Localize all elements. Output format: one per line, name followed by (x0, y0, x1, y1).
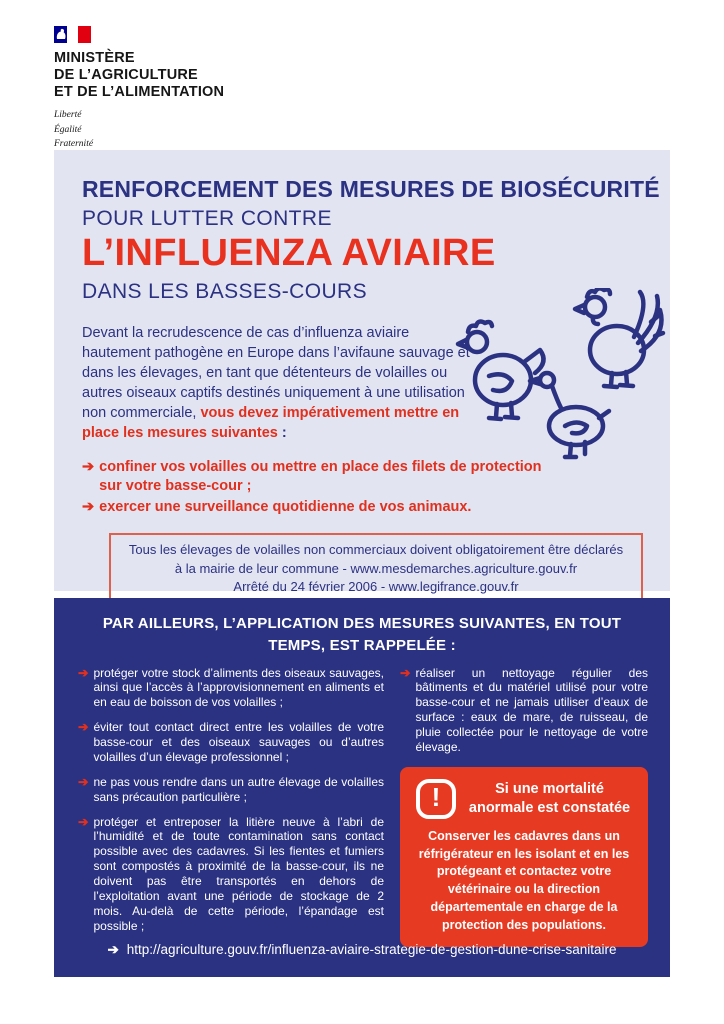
mandatory-heading: PAR AILLEURS, L’APPLICATION DES MESURES SUIVANTES, EN TOUT TEMPS, EST RAPPELÉE : (102, 615, 622, 654)
ministry-line: MINISTÈRE (54, 50, 135, 66)
poster-title-line2: POUR LUTTER CONTRE (82, 207, 332, 230)
intro-emphasis: vous devez impérativement mettre en place les mesures suivantes (82, 405, 460, 441)
rooster-icon (575, 288, 663, 387)
arrow-icon: ➔ (78, 665, 89, 680)
hero-panel (54, 150, 670, 595)
list-item (78, 815, 384, 934)
arrow-icon: ➔ (78, 814, 89, 829)
poster-title-main: L’INFLUENZA AVIAIRE (82, 232, 496, 274)
notice-line-mesdemarches-link[interactable]: à la mairie de leur commune - www.mesdemarches.agriculture.gouv.fr (174, 560, 578, 576)
declaration-notice-box (109, 533, 643, 604)
intro-text: Devant la recrudescence de cas d’influenza aviaire hautement pathogène en Europe dans l’avifaune sauvage et dans les élevages, en tant que détenteurs de volailles ou autres oiseaux captifs destinés uniquement à une utilisation non commerciale, (82, 325, 470, 421)
arrow-icon: ➔ (107, 942, 119, 957)
measure-text: exercer une surveillance quotidienne de vos animaux. (99, 498, 472, 515)
ministry-line: ET DE L’ALIMENTATION (54, 84, 225, 101)
poster-title-line4: DANS LES BASSES-COURS (82, 280, 367, 303)
arrow-icon: ➔ (400, 665, 411, 680)
ministry-line: DE L’AGRICULTURE (54, 67, 198, 84)
arrow-icon: ➔ (82, 498, 95, 515)
poster-title-line1: RENFORCEMENT DES MESURES DE BIOSÉCURITÉ (82, 176, 660, 202)
intro-paragraph (82, 323, 476, 443)
item-text: protéger et entreposer la litière neuve à l’abri de l’humidité et de toute contamination sans contact possible avec des cadavres. Si les fientes et fumiers sont compostés à proximité de la basse-cour, ils ne doivent pas être transportés en dehors de l’exploitation avant une période de stockage de 2 mois. Au-delà de cette période, l’épandage est possible ; (93, 814, 384, 933)
intro-colon: : (277, 425, 287, 441)
arrow-icon: ➔ (78, 720, 89, 735)
urgent-measures-list (82, 458, 544, 518)
mortality-alert-box (400, 767, 648, 948)
goose-icon (530, 373, 609, 457)
list-item (78, 775, 384, 805)
measures-column-right (400, 666, 648, 948)
measure-text: confiner vos volailles ou mettre en place des filets de protection sur votre basse-cour ; (99, 458, 542, 495)
list-item (78, 720, 384, 765)
arrow-icon: ➔ (78, 774, 89, 789)
notice-line: Tous les élevages de volailles non commerciaux doivent obligatoirement être déclarés (128, 542, 624, 558)
info-link[interactable]: http://agriculture.gouv.fr/influenza-aviaire-strategie-de-gestion-dune-crise-sanitaire (126, 942, 617, 957)
item-text: réaliser un nettoyage régulier des bâtiments et du matériel utilisé pour votre basse-cour et ne jamais utiliser d’eaux de surface : eaux de mare, de ruisseau, de pluie collectée pour le nettoyage de votre élevage. (415, 665, 648, 754)
marianne-icon (54, 26, 67, 43)
list-item (400, 666, 648, 755)
item-text: éviter tout contact direct entre les volailles de votre basse-cour et des oiseaux sauvages ou d’autres volailles d’un élevage professionnel ; (93, 720, 384, 764)
alert-body: Conserver les cadavres dans un réfrigérateur en les isolant et en les protégeant et contactez votre vétérinaire ou la direction départementale en charge de la protection des populations. (418, 828, 630, 932)
info-link-row (54, 942, 670, 958)
notice-line-legifrance-link[interactable]: Arrêté du 24 février 2006 - www.legifrance.gouv.fr (233, 579, 519, 595)
arrow-icon: ➔ (82, 458, 95, 475)
ministry-name (54, 50, 224, 101)
measure-item (82, 498, 544, 518)
item-text: ne pas vous rendre dans un autre élevage de volailles sans précaution particulière ; (93, 774, 384, 804)
mandatory-measures-panel (54, 598, 670, 977)
measures-column-left (78, 666, 384, 948)
item-text: protéger votre stock d’aliments des oiseaux sauvages, ainsi que l’accès à l’approvisionnement en aliments et en eau de boisson de vos volailles ; (93, 665, 384, 710)
ministry-logo-block (54, 26, 224, 151)
french-flag-icon (54, 26, 224, 43)
republic-motto: Liberté Égalité Fraternité (54, 110, 94, 149)
alert-title: Si une mortalité anormale est constatée (468, 780, 631, 816)
list-item (78, 666, 384, 711)
exclamation-icon: ! (416, 779, 456, 819)
measure-item (82, 458, 544, 497)
